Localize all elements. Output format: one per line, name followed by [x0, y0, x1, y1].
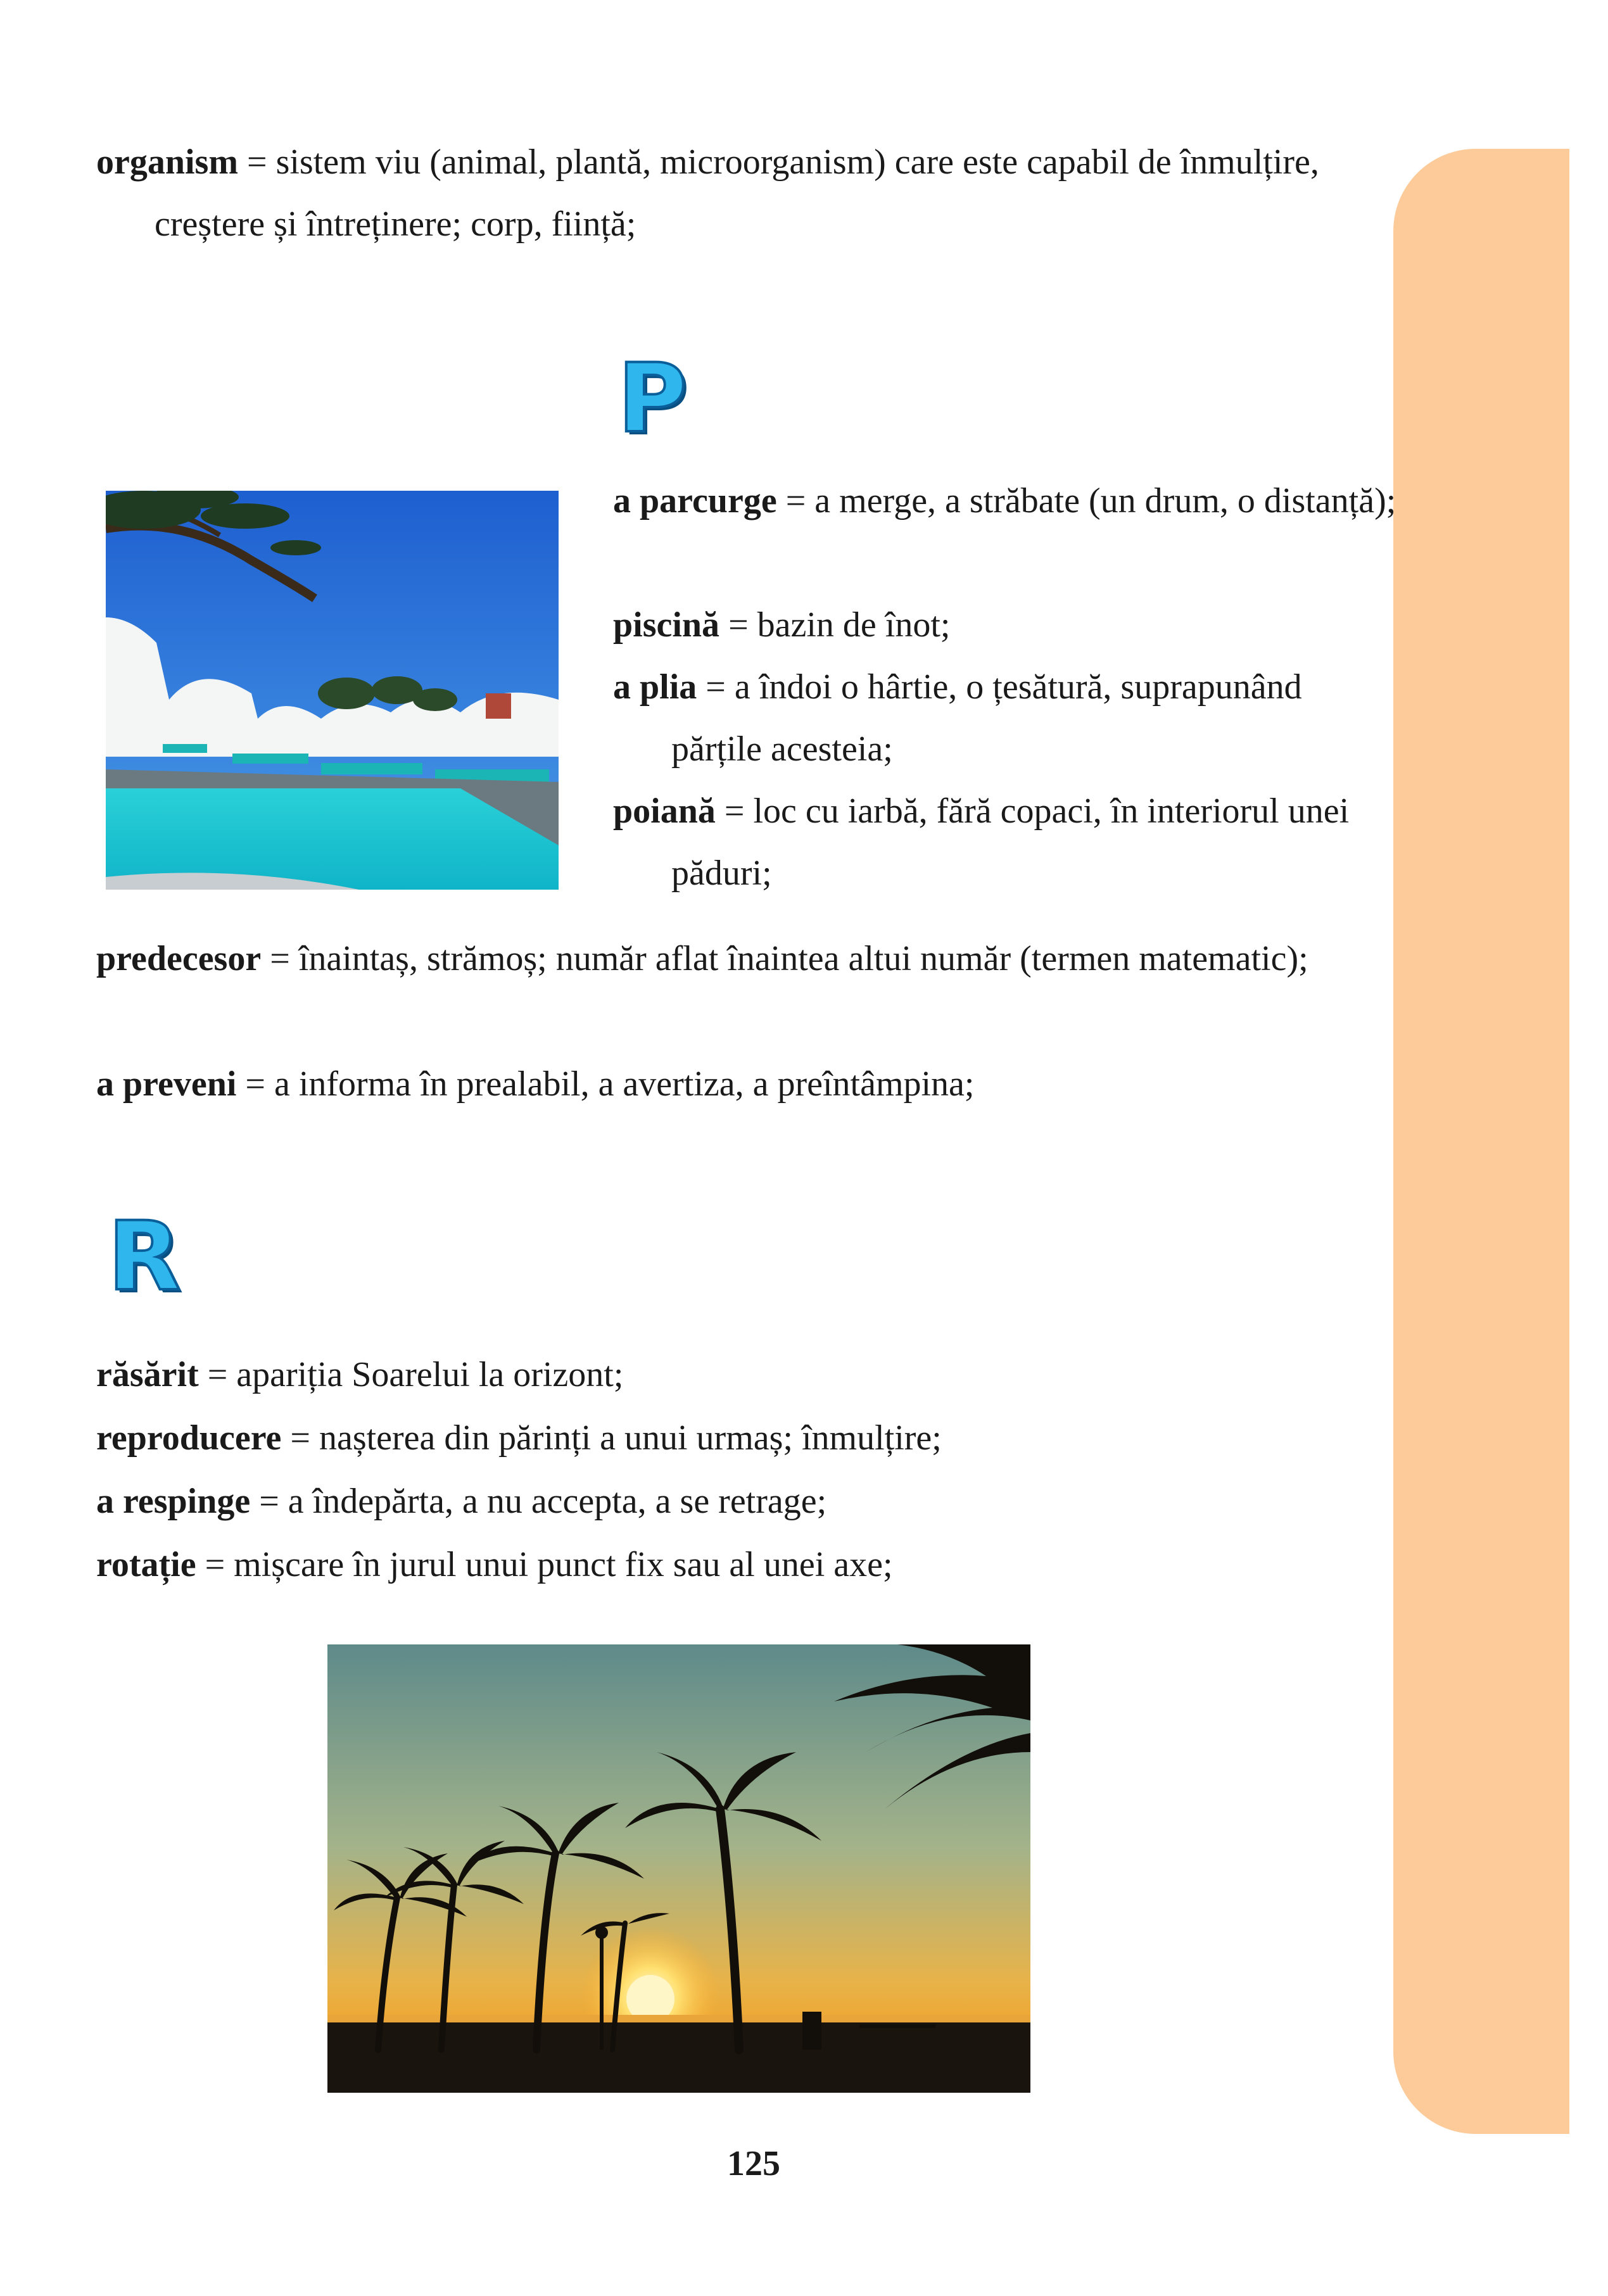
page-number: 125 [727, 2144, 780, 2183]
sunset-photo [327, 1644, 1030, 2093]
sunset-illustration [327, 1644, 1030, 2093]
entry-definition: = mișcare în jurul unui punct fix sau al unei axe; [196, 1545, 893, 1584]
entry-definition: = loc cu iarbă, fără copaci, în interiorul unei păduri; [671, 792, 1350, 893]
entry-definition: = înaintaș, strămoș; număr aflat înaintea altui număr (termen matematic); [261, 939, 1308, 978]
entry-rotatie [96, 1534, 1396, 1596]
pool-photo [106, 491, 559, 890]
entry-a-parcurge [613, 470, 1400, 532]
entry-definition: = a informa în prealabil, a avertiza, a preîntâmpina; [236, 1064, 975, 1104]
entry-a-preveni [96, 1053, 1396, 1115]
entry-a-plia [613, 656, 1400, 780]
section-letter-r: R [108, 1202, 181, 1312]
entry-reproducere [96, 1407, 1396, 1469]
entry-definition: = sistem viu (animal, plantă, microorganism) care este capabil de înmulțire, creștere și întreținere; corp, ființă; [155, 142, 1319, 244]
entry-term: predecesor [96, 939, 262, 978]
entry-term: a parcurge [613, 481, 777, 520]
section-letter-p: P [617, 344, 687, 454]
entry-term: a respinge [96, 1482, 251, 1521]
entry-term: reproducere [96, 1418, 282, 1458]
entry-term: piscină [613, 605, 720, 645]
entry-predecesor [96, 928, 1396, 990]
entry-poiana [613, 780, 1400, 904]
entry-definition: = nașterea din părinți a unui urmaș; înmulțire; [281, 1418, 942, 1458]
entry-definition: = bazin de înot; [719, 605, 951, 645]
entry-term: organism [96, 142, 238, 182]
entry-term: a preveni [96, 1064, 237, 1104]
entry-term: a plia [613, 667, 697, 707]
entry-definition: = apariția Soarelui la orizont; [198, 1355, 624, 1394]
entry-piscina [613, 594, 1400, 656]
side-tab-decoration [1393, 149, 1569, 2134]
pool-illustration [106, 491, 559, 890]
entry-definition: = a merge, a străbate (un drum, o distanță); [776, 481, 1396, 520]
entry-rasarit [96, 1344, 1396, 1406]
entry-term: rotație [96, 1545, 196, 1584]
entry-definition: = a îndoi o hârtie, o țesătură, suprapunând părțile acesteia; [671, 667, 1302, 769]
entry-organism [96, 131, 1421, 255]
entry-term: răsărit [96, 1355, 199, 1394]
entry-a-respinge [96, 1470, 1396, 1532]
entry-term: poiană [613, 792, 716, 831]
entry-definition: = a îndepărta, a nu accepta, a se retrage; [250, 1482, 827, 1521]
